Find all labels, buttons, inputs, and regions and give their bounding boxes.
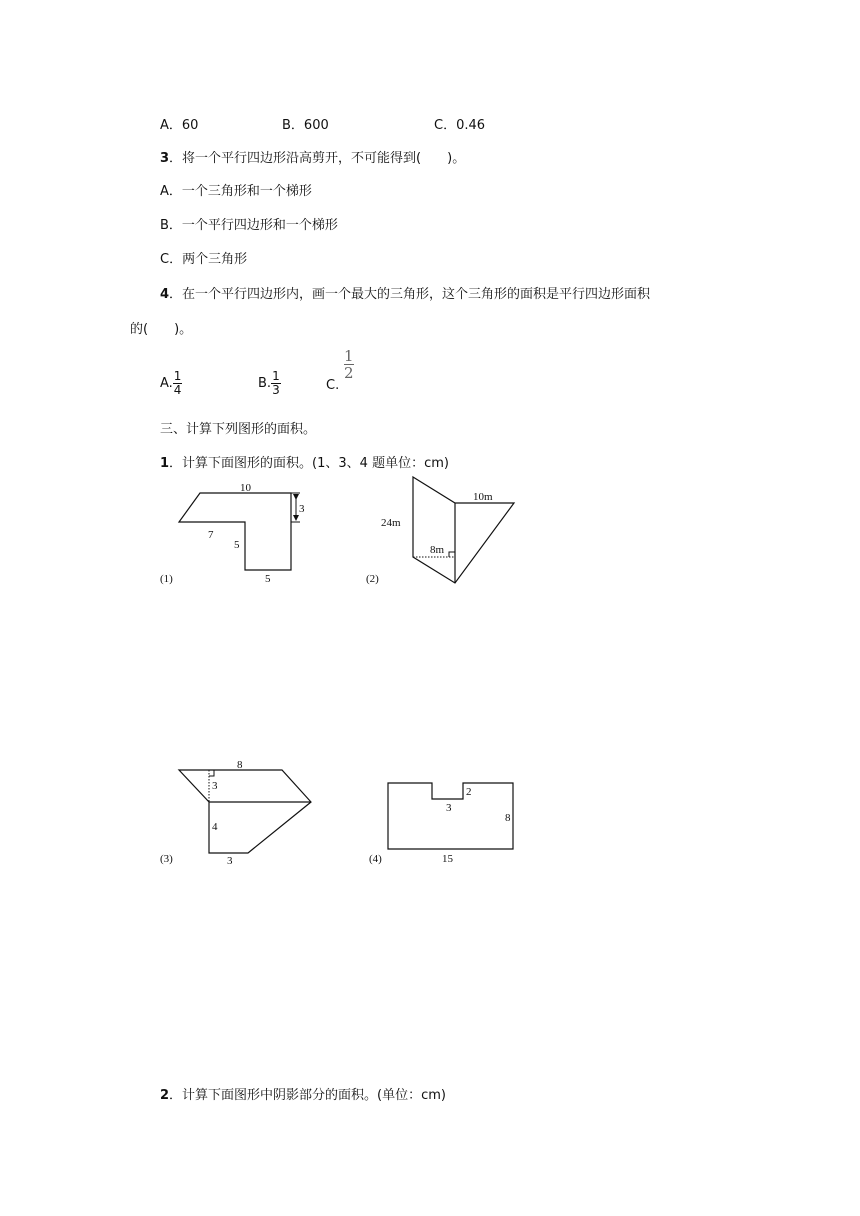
figure-2-right-angle bbox=[449, 552, 455, 557]
figure-2-label-top: 10m bbox=[473, 491, 493, 503]
fraction-numerator: 1 bbox=[173, 369, 182, 383]
figure-1-label-bottom: 5 bbox=[265, 573, 271, 585]
figure-3-label-top: 8 bbox=[237, 759, 243, 771]
figure-4-label-bottom: 15 bbox=[442, 853, 453, 865]
figure-3-caption: (3) bbox=[160, 853, 173, 865]
q3-text: ．将一个平行四边形沿高剪开，不可能得到( )。 bbox=[169, 151, 466, 166]
figure-2-outline bbox=[413, 477, 514, 583]
figure-1-label-slant: 7 bbox=[208, 529, 214, 541]
s3-q2-number: 2 bbox=[160, 1088, 170, 1103]
figure-1 bbox=[179, 493, 300, 570]
s3-q2-text: ．计算下面图形中阴影部分的面积。(单位：cm) bbox=[169, 1088, 447, 1103]
figure-1-outline bbox=[179, 493, 291, 570]
figure-2-caption: (2) bbox=[366, 573, 379, 585]
fraction-denominator: 3 bbox=[272, 383, 280, 397]
figure-3-label-lower: 4 bbox=[212, 821, 218, 833]
fraction-numerator: 1 bbox=[344, 347, 354, 365]
q3-option-b: B．一个平行四边形和一个梯形 bbox=[160, 218, 338, 233]
figure-4-label-notch-width: 3 bbox=[446, 802, 452, 814]
q4-option-c-label: C. bbox=[326, 378, 340, 393]
figure-4-label-notch-height: 2 bbox=[466, 786, 472, 798]
s3-q1-text: ．计算下面图形的面积。(1、3、4 题单位：cm) bbox=[169, 456, 449, 471]
figure-2-label-base: 8m bbox=[430, 544, 445, 556]
section-3-title: 三、计算下列图形的面积。 bbox=[160, 422, 317, 437]
figure-3-outline bbox=[179, 770, 311, 853]
figure-4-caption: (4) bbox=[369, 853, 382, 865]
figure-4-label-right: 8 bbox=[505, 812, 511, 824]
q4-stem-cont: 的( )。 bbox=[130, 322, 193, 337]
figure-3-label-upper: 3 bbox=[212, 780, 218, 792]
q2-option-b: B．600 bbox=[282, 118, 329, 133]
figure-1-label-top: 10 bbox=[240, 482, 251, 494]
q4-option-b-label: B. bbox=[258, 376, 272, 391]
fraction-denominator: 4 bbox=[173, 383, 182, 397]
figure-2 bbox=[413, 477, 514, 583]
figure-1-caption: (1) bbox=[160, 573, 173, 585]
figure-3 bbox=[179, 770, 311, 853]
q3-option-a: A．一个三角形和一个梯形 bbox=[160, 184, 312, 199]
figure-2-label-height: 24m bbox=[381, 517, 401, 529]
q3-option-c: C．两个三角形 bbox=[160, 252, 248, 267]
q4-option-a-label: A. bbox=[160, 376, 173, 391]
figure-3-label-bottom: 3 bbox=[227, 855, 233, 867]
q4-text: ．在一个平行四边形内，画一个最大的三角形，这个三角形的面积是平行四边形面积 bbox=[169, 287, 651, 302]
figure-4 bbox=[388, 783, 513, 849]
figure-3-right-angle bbox=[209, 770, 214, 776]
figure-1-label-inner: 5 bbox=[234, 539, 240, 551]
figure-1-label-right: 3 bbox=[299, 503, 305, 515]
q3-number: 3 bbox=[160, 151, 170, 166]
q2-option-a: A．60 bbox=[160, 118, 199, 133]
q2-option-c: C．0.46 bbox=[434, 118, 486, 133]
fraction-denominator: 2 bbox=[344, 364, 354, 382]
fraction-numerator: 1 bbox=[272, 369, 280, 383]
q4-number: 4 bbox=[160, 287, 170, 302]
figure-4-outline bbox=[388, 783, 513, 849]
s3-q1-number: 1 bbox=[160, 456, 170, 471]
